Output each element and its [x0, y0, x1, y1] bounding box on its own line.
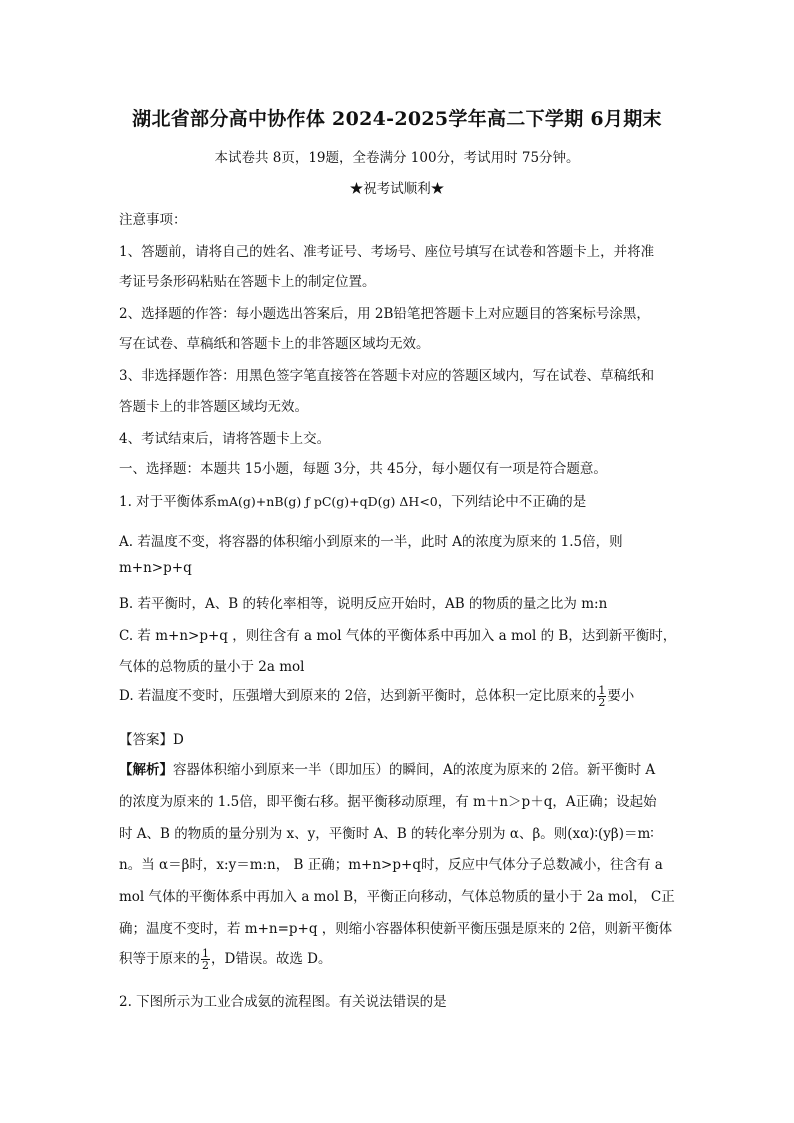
note-item-3-line-1: 3、非选择题作答：用黑色签字笔直接答在答题卡对应的答题区域内，写在试卷、草稿纸和 — [119, 368, 655, 384]
fraction-numerator: 1 — [202, 947, 209, 960]
analysis-line-6: 确；温度不变时，若 m+n=p+q ，则缩小容器体积使新平衡压强是原来的 2倍，则新平衡体 — [119, 921, 673, 937]
option-c-line-2: 气体的总物质的量小于 2a mol — [119, 659, 305, 675]
option-d-suffix: 要小 — [607, 688, 635, 704]
analysis-line-7 — [119, 947, 679, 971]
analysis-line-1 — [119, 758, 679, 778]
note-item-2-line-2: 写在试卷、草稿纸和答题卡上的非答题区域均无效。 — [119, 336, 430, 352]
analysis-line-2: 的浓度为原来的 1.5倍，即平衡右移。据平衡移动原理，有 m＋n＞p＋q，A正确；设起始 — [119, 794, 657, 810]
fraction-denominator: 2 — [598, 696, 606, 709]
note-item-4: 4、考试结束后，请将答题卡上交。 — [119, 431, 331, 447]
exam-subtitle: 本试卷共 8页，19题，全卷满分 100分，考试用时 75分钟。 — [214, 150, 580, 166]
good-luck-line: ★祝考试顺利★ — [349, 181, 445, 197]
option-d — [119, 684, 679, 708]
option-d-prefix: D. 若温度不变时，压强增大到原来的 2倍，达到新平衡时，总体积一定比原来的 — [119, 688, 597, 704]
note-item-1-line-2: 考证号条形码粘贴在答题卡上的制定位置。 — [119, 274, 376, 290]
question-1-prefix: 1. 对于平衡体系 — [119, 494, 218, 510]
note-item-3-line-2: 答题卡上的非答题区域均无效。 — [119, 399, 308, 415]
analysis-line-5: mol 气体的平衡体系中再加入 a mol B，平衡正向移动，气体总物质的量小于 2a mol， C正 — [119, 889, 675, 905]
equilibrium-equation: mA(g)+nB(g) ƒ pC(g)+qD(g) ΔH<0 — [217, 494, 438, 509]
analysis-line-4: n。当 α＝β时，x:y＝m:n， B 正确；m+n>p+q时，反应中气体分子总数减小，往含有 a — [119, 857, 663, 873]
question-1-stem — [119, 490, 679, 510]
option-a-line-1: A. 若温度不变，将容器的体积缩小到原来的一半，此时 A的浓度为原来的 1.5倍，则 — [119, 534, 623, 550]
note-item-1-line-1: 1、答题前，请将自己的姓名、准考证号、考场号、座位号填写在试卷和答题卡上，并将准 — [119, 244, 655, 260]
exam-title: 湖北省部分高中协作体 2024-2025学年高二下学期 6月期末 — [132, 108, 662, 130]
analysis-text-7-suffix: ，D错误。故选 D。 — [211, 951, 332, 967]
analysis-text-7-prefix: 积等于原来的 — [119, 951, 200, 967]
option-d-fraction — [597, 685, 606, 708]
analysis-fraction — [201, 948, 210, 971]
fraction-denominator: 2 — [202, 959, 209, 972]
notes-heading: 注意事项： — [119, 212, 187, 228]
question-1-suffix: ，下列结论中不正确的是 — [437, 494, 587, 510]
section-1-heading: 一、选择题：本题共 15小题，每题 3分，共 45分，每小题仅有一项是符合题意。 — [119, 461, 607, 477]
analysis-text-1: 容器体积缩小到原来一半（即加压）的瞬间，A的浓度为原来的 2倍。新平衡时 A — [173, 762, 656, 778]
note-item-2-line-1: 2、选择题的作答：每小题选出答案后，用 2B铅笔把答题卡上对应题目的答案标号涂黑， — [119, 306, 650, 322]
option-b: B. 若平衡时，A、B 的转化率相等，说明反应开始时，AB 的物质的量之比为 m:n — [119, 596, 608, 612]
question-2-stem: 2. 下图所示为工业合成氨的流程图。有关说法错误的是 — [119, 994, 447, 1010]
analysis-label: 【解析】 — [119, 762, 173, 778]
analysis-line-3: 时 A、B 的物质的量分别为 x、y，平衡时 A、B 的转化率分别为 α、β。则(xα)∶(yβ)＝m∶ — [119, 826, 654, 842]
option-a-line-2: m+n>p+q — [119, 560, 192, 576]
option-c-line-1: C. 若 m+n>p+q ，则往含有 a mol 气体的平衡体系中再加入 a mol 的 B，达到新平衡时， — [119, 628, 677, 644]
fraction-numerator: 1 — [598, 684, 606, 697]
answer-line: 【答案】D — [119, 732, 184, 748]
